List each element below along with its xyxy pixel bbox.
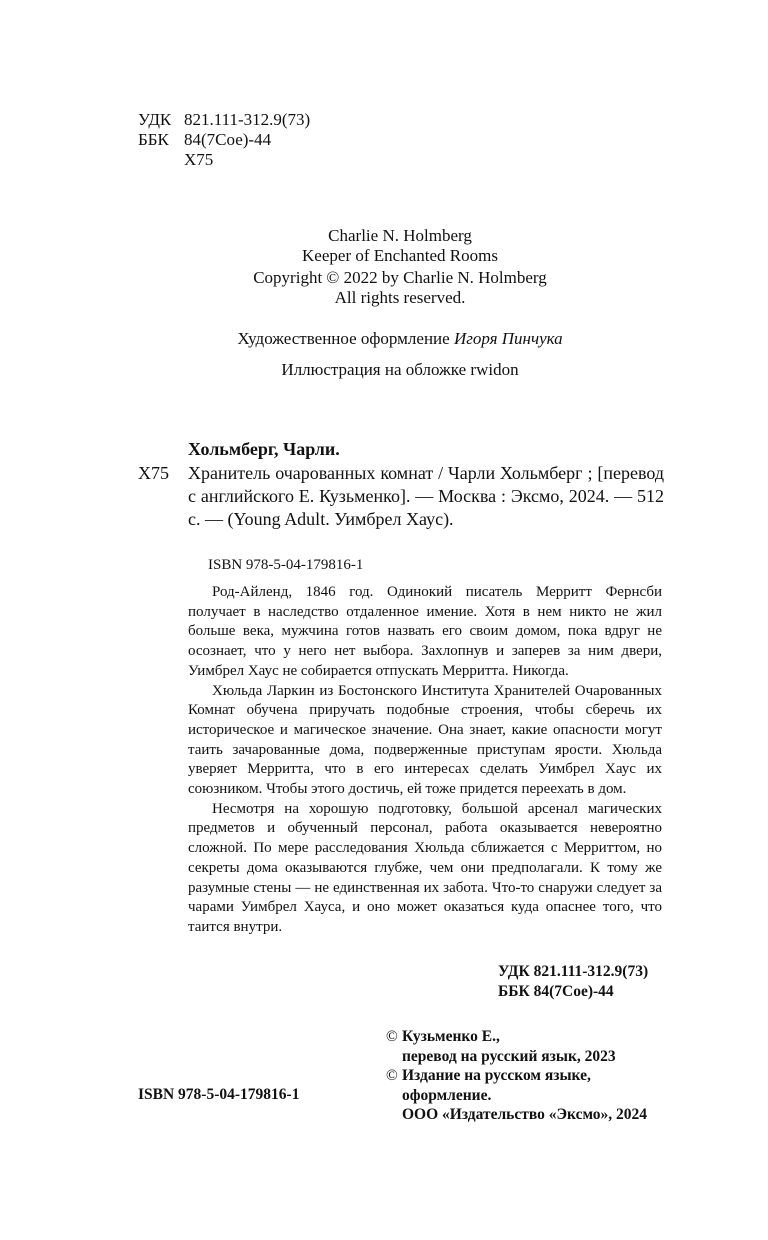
catalog-isbn: ISBN 978-5-04-179816-1	[208, 557, 364, 573]
udk-label: УДК	[138, 110, 172, 129]
copyright-symbol: ©	[386, 1028, 398, 1045]
edition-line: оформление.	[402, 1086, 492, 1104]
bottom-codes	[498, 962, 648, 1002]
catalog-entry: Хранитель очарованных комнат / Чарли Хольмберг ; [перевод с английского Е. Кузьменко]. — Москва : Эксмо, 2024. — 512 с. — (Young Adult. Уимбрел Хаус).	[188, 463, 664, 529]
catalog-mark: Х75	[138, 463, 169, 483]
original-author: Charlie N. Holmberg	[328, 226, 472, 245]
catalog-heading: Хольмберг, Чарли.	[188, 439, 340, 459]
design-credit	[0, 329, 768, 349]
translation-line: Кузьменко Е.,	[402, 1028, 500, 1045]
original-title: Keeper of Enchanted Rooms	[302, 246, 498, 265]
copyright-block	[386, 1027, 676, 1125]
bottom-bbk: ББК 84(7Сое)-44	[498, 983, 614, 1000]
translation-copyright	[386, 1027, 676, 1066]
udk-code	[138, 110, 310, 130]
design-prefix: Художественное оформление	[237, 329, 450, 348]
copyright-symbol: ©	[386, 1067, 398, 1084]
illustration-credit: Иллюстрация на обложке rwidon	[281, 360, 519, 379]
original-rights: All rights reserved.	[334, 288, 466, 307]
bottom-udk: УДК 821.111-312.9(73)	[498, 963, 649, 980]
annotation-paragraph: Род-Айленд, 1846 год. Одинокий писатель Мерритт Фернсби получает в наследство отдаленное имение. Хотя в нем никто не жил больше века, мужчина готов назвать его своим домом, пока вдруг не осознает, что у него нет выбора. Захлопнув и заперев за ним двери, Уимбрел Хаус не собирается отпускать Мерритта. Никогда.	[188, 584, 662, 679]
udk-value: 821.111-312.9(73)	[184, 110, 311, 129]
annotation-paragraph: Несмотря на хорошую подготовку, большой арсенал магических предметов и обученный персонал, работа оказывается невероятно сложной. По мере расследования Хюльда сближается с Мерриттом, но секреты дома оказываются глубже, чем они предполагали. К тому же разумные стены — не единственная их забота. Что-то снаружи следует за чарами Уимбрел Хауса, и оно может оказаться куда опаснее того, что таится внутри.	[188, 800, 662, 935]
edition-line: Издание на русском языке,	[402, 1067, 591, 1084]
edition-copyright	[386, 1066, 676, 1125]
isbn-bottom: ISBN 978-5-04-179816-1	[138, 1086, 300, 1103]
original-copyright: Copyright © 2022 by Charlie N. Holmberg	[253, 268, 547, 287]
annotation	[188, 583, 662, 938]
bbk-code	[138, 130, 271, 150]
original-edition	[0, 226, 768, 266]
translation-line: перевод на русский язык, 2023	[402, 1047, 616, 1065]
design-name: Игоря Пинчука	[453, 329, 563, 348]
edition-line: ООО «Издательство «Эксмо», 2024	[402, 1106, 648, 1123]
annotation-paragraph: Хюльда Ларкин из Бостонского Института Хранителей Очарованных Комнат обучена приручать подобные строения, чтобы сберечь их историческое и магическое значение. Она знает, какие опасности могут таить зачарованные дома, подверженные приступам ярости. Хюльда уверяет Мерритта, что в его интересах сделать Уимбрел Хаус их союзником. Чтобы этого достичь, ей тоже придется переехать в дом.	[188, 682, 662, 798]
bbk-label: ББК	[138, 130, 169, 149]
bbk-value: 84(7Сое)-44	[184, 130, 272, 149]
original-copyright-block	[0, 268, 768, 308]
author-mark: Х75	[184, 150, 214, 169]
